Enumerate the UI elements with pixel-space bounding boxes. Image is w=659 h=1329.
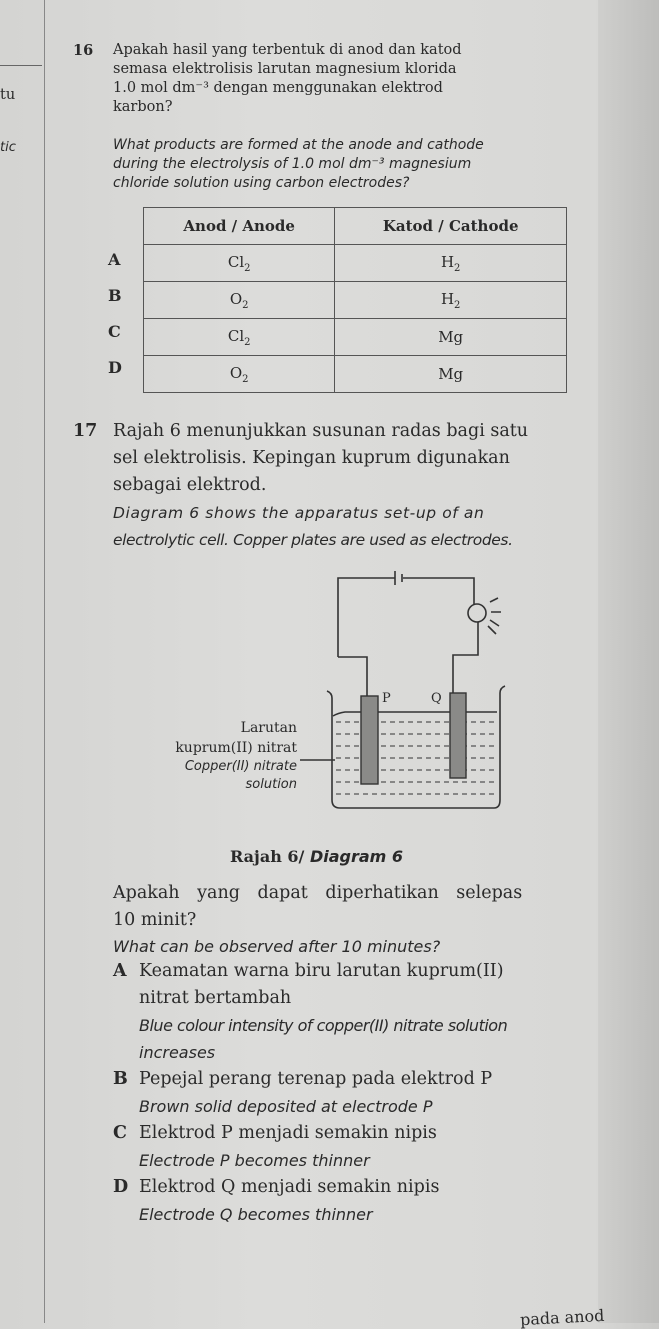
cathode-cell: Mg xyxy=(438,328,464,346)
text-line: Rajah 6 menunjukkan susunan radas bagi satu xyxy=(113,421,529,441)
anode-cell: Cl xyxy=(227,252,245,271)
cut-off-text: pada anod xyxy=(519,1305,605,1329)
margin-fragment: tu xyxy=(0,87,16,103)
text-line: Electrode Q becomes thinner xyxy=(139,1205,373,1224)
option-label[interactable]: D xyxy=(108,358,122,377)
text-line: Diagram 6 shows the apparatus set-up of an xyxy=(113,504,485,522)
subscript: 2 xyxy=(244,336,251,348)
text-line: Brown solid deposited at electrode P xyxy=(139,1097,433,1116)
solution-dashes xyxy=(336,722,496,794)
bulb-icon xyxy=(468,604,486,622)
option-c[interactable] xyxy=(113,1120,613,1174)
circuit-wire xyxy=(338,578,474,657)
question-prompt-english: What can be observed after 10 minutes? xyxy=(113,937,441,956)
text-line: Electrode P becomes thinner xyxy=(139,1151,370,1170)
circuit-wire xyxy=(453,622,478,694)
text-line: Pepejal perang terenap pada elektrod P xyxy=(139,1069,493,1089)
subscript: 2 xyxy=(242,373,249,385)
margin-fragment: tic xyxy=(0,140,16,155)
header-cathode: Katod / Cathode xyxy=(335,208,567,245)
circuit-wire xyxy=(338,657,367,697)
option-label[interactable]: B xyxy=(108,286,122,305)
text-line: chloride solution using carbon electrodes? xyxy=(113,175,410,191)
header-anode: Anod / Anode xyxy=(144,208,335,245)
question-number: 16 xyxy=(73,42,94,59)
diagram-caption xyxy=(230,847,403,866)
text-line: nitrat bertambah xyxy=(139,988,292,1008)
caption-english: Diagram 6 xyxy=(309,847,404,866)
option-label[interactable]: C xyxy=(108,322,121,341)
anode-cell: O xyxy=(229,363,243,382)
question-prompt-malay xyxy=(113,880,608,934)
subscript: 2 xyxy=(242,299,249,311)
beaker xyxy=(327,686,505,808)
text-line: Keamatan warna biru larutan kuprum(II) xyxy=(139,961,504,981)
solution-label xyxy=(100,718,297,794)
caption-malay: Rajah 6/ xyxy=(230,847,310,866)
text-line: Elektrod Q menjadi semakin nipis xyxy=(139,1177,440,1197)
electrode-p-label: P xyxy=(382,691,391,706)
anode-cell: Cl xyxy=(227,326,245,345)
electrode-q xyxy=(450,693,466,778)
text-line: sebagai elektrod. xyxy=(113,475,267,495)
subscript: 2 xyxy=(454,299,461,311)
text-line: during the electrolysis of 1.0 mol dm⁻³ magnesium xyxy=(113,156,472,172)
text-line: increases xyxy=(139,1043,216,1062)
option-b[interactable] xyxy=(113,1066,613,1120)
option-letter: D xyxy=(113,1177,129,1197)
question-number: 17 xyxy=(73,421,98,441)
text-line: solution xyxy=(245,777,297,792)
text-line: karbon? xyxy=(113,99,173,115)
option-a[interactable] xyxy=(113,958,613,1066)
text-line: Copper(II) nitrate xyxy=(184,759,297,774)
electrode-q-label: Q xyxy=(431,691,442,706)
electrode-p xyxy=(361,696,378,784)
option-d[interactable] xyxy=(113,1174,613,1228)
text-line: semasa elektrolisis larutan magnesium klorida xyxy=(113,61,457,77)
cathode-cell: H xyxy=(440,289,455,308)
light-rays-icon xyxy=(488,598,501,634)
text-line: kuprum(II) nitrat xyxy=(175,740,297,756)
text-line: Blue colour intensity of copper(II) nitrate solution xyxy=(139,1016,508,1035)
solution-surface xyxy=(333,712,497,716)
cathode-cell: H xyxy=(440,252,455,271)
options-list xyxy=(113,958,613,1228)
text-line: electrolytic cell. Copper plates are used as electrodes. xyxy=(113,531,513,549)
cathode-cell: Mg xyxy=(438,365,464,383)
option-letter: A xyxy=(113,961,127,981)
option-label[interactable]: A xyxy=(108,250,121,269)
text-line: Apakah yang dapat diperhatikan selepas xyxy=(113,883,523,903)
text-line: What products are formed at the anode and cathode xyxy=(113,137,484,153)
text-line: 1.0 mol dm⁻³ dengan menggunakan elektrod xyxy=(113,80,443,96)
anode-cell: O xyxy=(229,289,243,308)
option-letter: C xyxy=(113,1123,127,1143)
subscript: 2 xyxy=(244,262,251,274)
text-line: Elektrod P menjadi semakin nipis xyxy=(139,1123,437,1143)
text-line: 10 minit? xyxy=(113,910,197,930)
text-line: sel elektrolisis. Kepingan kuprum digunakan xyxy=(113,448,510,468)
option-letter: B xyxy=(113,1069,128,1089)
text-line: Apakah hasil yang terbentuk di anod dan katod xyxy=(113,42,462,58)
subscript: 2 xyxy=(454,262,461,274)
text-line: Larutan xyxy=(240,720,297,736)
